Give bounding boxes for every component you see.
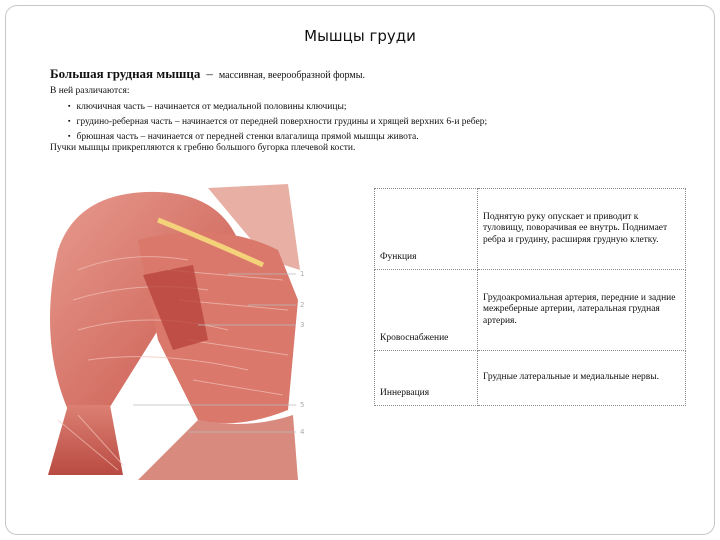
- callout-label: 2: [300, 301, 305, 309]
- list-item: ▪ брюшная часть – начинается от передней стенки влагалища прямой мышцы живота.: [68, 129, 487, 144]
- table-row: [375, 351, 686, 406]
- attachment-note: Пучки мышцы прикрепляются к гребню большого бугорка плечевой кости.: [50, 143, 356, 153]
- muscle-description: массивная, веерообразной формы.: [218, 70, 365, 81]
- table-cell-label: Иннервация: [375, 351, 478, 406]
- heading-dash: –: [206, 66, 213, 81]
- page-title: Мышцы груди: [304, 27, 416, 45]
- table-cell-value: Грудоакромиальная артерия, передние и задние межреберные артерии, латеральная грудная артерия.: [478, 270, 686, 351]
- callout-label: 3: [300, 321, 305, 329]
- list-item: ▪ грудино-реберная часть – начинается от передней поверхности грудины и хрящей верхних 6-и ребер;: [68, 114, 487, 129]
- table-cell-value: Поднятую руку опускает и приводит к туловищу, поворачивая ее внутрь. Поднимает ребра и грудину, расширяя грудную клетку.: [478, 189, 686, 270]
- table-cell-label: Кровоснабжение: [375, 270, 478, 351]
- callout-label: 5: [300, 401, 305, 409]
- muscle-info-table: [374, 188, 686, 406]
- table-cell-value: Грудные латеральные и медиальные нервы.: [478, 351, 686, 406]
- list-item: ▪ ключичная часть – начинается от медиальной половины ключицы;: [68, 99, 487, 114]
- parts-list: [68, 99, 487, 144]
- table-row: [375, 189, 686, 270]
- anatomy-illustration: [38, 180, 328, 480]
- muscle-heading: [50, 66, 365, 82]
- callout-label: 4: [300, 428, 305, 436]
- muscle-name: Большая грудная мышца: [50, 66, 201, 81]
- table-row: [375, 270, 686, 351]
- serratus-region: [138, 415, 298, 480]
- table-cell-label: Функция: [375, 189, 478, 270]
- callout-label: 1: [300, 270, 305, 278]
- parts-intro: В ней различаются:: [50, 86, 130, 96]
